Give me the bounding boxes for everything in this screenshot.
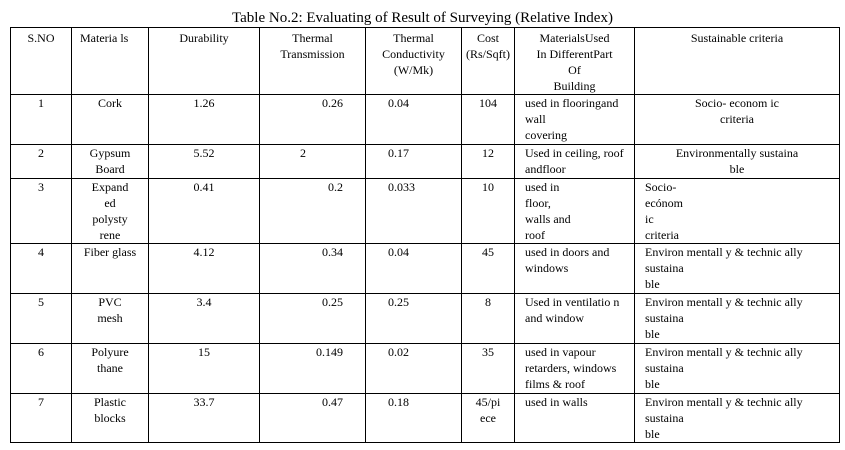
header-row (11, 28, 840, 95)
survey-results-table (10, 27, 840, 443)
header-sno: S.NO (11, 28, 72, 95)
cell-durability: 3.4 (149, 294, 260, 344)
header-durability: Durability (149, 28, 260, 95)
cell-sno: 5 (11, 294, 72, 344)
cell-cost: 45 (462, 244, 515, 294)
cell-material: Polyure thane (72, 344, 149, 394)
cell-material: Cork (72, 95, 149, 145)
cell-cost: 45/pi ece (462, 394, 515, 443)
cell-sno: 7 (11, 394, 72, 443)
cell-durability: 15 (149, 344, 260, 394)
cell-durability: 0.41 (149, 179, 260, 244)
cell-sno: 4 (11, 244, 72, 294)
cell-cost: 35 (462, 344, 515, 394)
cell-durability: 33.7 (149, 394, 260, 443)
cell-material: Plastic blocks (72, 394, 149, 443)
header-thermal-transmission: Thermal Transmission (260, 28, 366, 95)
header-materials-used: MaterialsUsed In DifferentPart Of Building (515, 28, 635, 95)
header-thermal-conductivity: Thermal Conductivity (W/Mk) (366, 28, 462, 95)
cell-materials-used: used in flooringand wall covering (515, 95, 635, 145)
table-row (11, 244, 840, 294)
cell-material: Gypsum Board (72, 145, 149, 179)
cell-durability: 5.52 (149, 145, 260, 179)
cell-materials-used: Used in ceiling, roof andfloor (515, 145, 635, 179)
cell-sno: 1 (11, 95, 72, 145)
cell-thermal-conductivity: 0.04 (366, 244, 462, 294)
table-row (11, 145, 840, 179)
table-row (11, 344, 840, 394)
cell-sustainable-criteria: Socio- econom ic criteria (635, 95, 840, 145)
cell-durability: 1.26 (149, 95, 260, 145)
cell-sno: 6 (11, 344, 72, 394)
cell-thermal-transmission: 0.26 (260, 95, 366, 145)
cell-sustainable-criteria: Environmentally sustaina ble (635, 145, 840, 179)
cell-materials-used: used in vapour retarders, windows films & roof (515, 344, 635, 394)
cell-durability: 4.12 (149, 244, 260, 294)
cell-sustainable-criteria: Socio- ecónom ic criteria (635, 179, 840, 244)
cell-thermal-transmission: 2 (260, 145, 366, 179)
table-row (11, 179, 840, 244)
table-title: Table No.2: Evaluating of Result of Surveying (Relative Index) (232, 10, 613, 26)
cell-thermal-transmission: 0.34 (260, 244, 366, 294)
cell-thermal-conductivity: 0.033 (366, 179, 462, 244)
cell-materials-used: used in walls (515, 394, 635, 443)
cell-sno: 2 (11, 145, 72, 179)
cell-cost: 12 (462, 145, 515, 179)
cell-materials-used: used in doors and windows (515, 244, 635, 294)
cell-thermal-conductivity: 0.25 (366, 294, 462, 344)
cell-cost: 10 (462, 179, 515, 244)
cell-thermal-transmission: 0.25 (260, 294, 366, 344)
cell-thermal-conductivity: 0.02 (366, 344, 462, 394)
cell-material: PVC mesh (72, 294, 149, 344)
cell-sustainable-criteria: Environ mentall y & technic ally sustaina ble (635, 394, 840, 443)
cell-sustainable-criteria: Environ mentall y & technic ally sustaina ble (635, 244, 840, 294)
cell-thermal-conductivity: 0.17 (366, 145, 462, 179)
cell-thermal-transmission: 0.2 (260, 179, 366, 244)
table-row (11, 294, 840, 344)
table-row (11, 95, 840, 145)
cell-material: Fiber glass (72, 244, 149, 294)
cell-sustainable-criteria: Environ mentall y & technic ally sustaina ble (635, 294, 840, 344)
cell-thermal-transmission: 0.47 (260, 394, 366, 443)
header-sustainable-criteria: Sustainable criteria (635, 28, 840, 95)
cell-material: Expand ed polysty rene (72, 179, 149, 244)
cell-sustainable-criteria: Environ mentall y & technic ally sustaina ble (635, 344, 840, 394)
cell-materials-used: Used in ventilatio n and window (515, 294, 635, 344)
cell-thermal-conductivity: 0.18 (366, 394, 462, 443)
cell-thermal-conductivity: 0.04 (366, 95, 462, 145)
header-cost: Cost (Rs/Sqft) (462, 28, 515, 95)
cell-cost: 104 (462, 95, 515, 145)
cell-materials-used: used in floor, walls and roof (515, 179, 635, 244)
cell-thermal-transmission: 0.149 (260, 344, 366, 394)
table-row (11, 394, 840, 443)
cell-cost: 8 (462, 294, 515, 344)
header-materials: Materia ls (72, 28, 149, 95)
cell-sno: 3 (11, 179, 72, 244)
